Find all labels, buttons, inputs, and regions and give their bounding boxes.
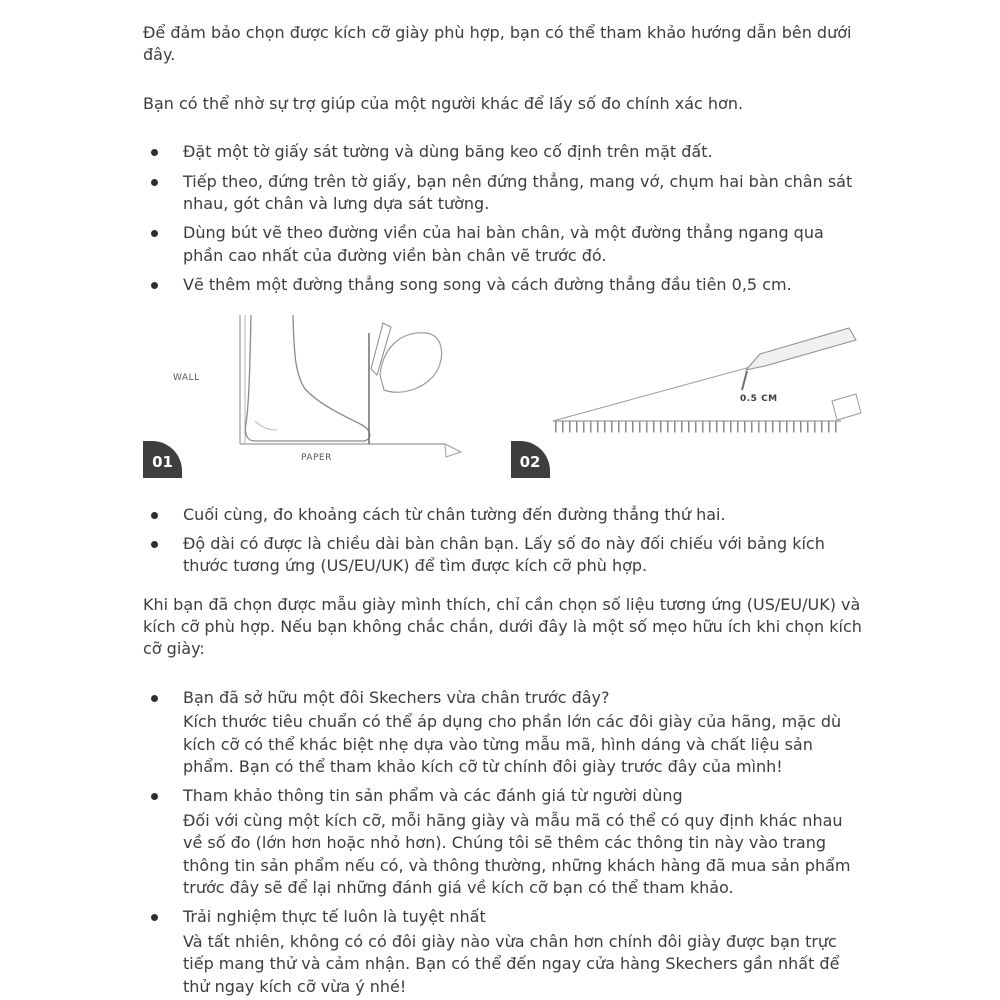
tip-title: Tham khảo thông tin sản phẩm và các đánh giá từ người dùng — [183, 786, 683, 806]
ruler-measurement-illustration — [511, 313, 863, 478]
list-item — [143, 906, 862, 998]
tip-body: Và tất nhiên, không có có đôi giày nào vừa chân hơn chính đôi giày được bạn trực tiếp mang thử và cảm nhận. Bạn có thể đến ngay cửa hàng Skechers gần nhất để thử ngay kích cỡ vừa ý nhé! — [183, 931, 840, 996]
step-2-badge: 02 — [511, 441, 550, 478]
step-text: Vẽ thêm một đường thẳng song song và cách đường thẳng đầu tiên 0,5 cm. — [183, 275, 792, 295]
tip-title: Bạn đã sở hữu một đôi Skechers vừa chân trước đây? — [183, 687, 610, 707]
tips-intro-paragraph: Khi bạn đã chọn được mẫu giày mình thích, chỉ cần chọn số liệu tương ứng (US/EU/UK) và kích cỡ phù hợp. Nếu bạn không chắc chắn, dưới đây là một số mẹo hữu ích khi chọn kích cỡ giày: — [143, 594, 862, 659]
hand-icon — [380, 332, 442, 391]
final-steps-list — [143, 504, 862, 578]
intro-paragraph-2: Bạn có thể nhờ sự trợ giúp của một người khác để lấy số đo chính xác hơn. — [143, 93, 744, 113]
tip-title: Trải nghiệm thực tế luôn là tuyệt nhất — [183, 907, 486, 927]
foot-outline — [245, 315, 369, 441]
list-item — [143, 141, 862, 163]
step-text: Dùng bút vẽ theo đường viền của hai bàn chân, và một đường thẳng ngang qua phần cao nhất của đường viền bàn chân vẽ trước đó. — [183, 223, 824, 265]
list-item — [143, 222, 862, 267]
paper-corner-flap — [832, 394, 861, 420]
list-item — [143, 274, 862, 296]
list-item — [143, 171, 862, 216]
tip-body: Kích thước tiêu chuẩn có thể áp dụng cho phần lớn các đôi giày của hãng, mặc dù kích cỡ có thể khác biệt nhẹ dựa vào từng mẫu mã, hình dáng và chất liệu sản phẩm. Bạn có thể tham khảo kích cỡ từ chính đôi giày trước đây của mình! — [183, 712, 842, 777]
step-text: Độ dài có được là chiều dài bàn chân bạn. Lấy số đo này đối chiếu với bảng kích thước tương ứng (US/EU/UK) để tìm được kích cỡ phù hợp. — [183, 533, 825, 576]
step-text: Đặt một tờ giấy sát tường và dùng băng keo cố định trên mặt đất. — [183, 142, 713, 162]
half-cm-mark-line — [742, 371, 747, 390]
list-item — [143, 533, 862, 578]
step-text: Tiếp theo, đứng trên tờ giấy, bạn nên đứng thẳng, mang vớ, chụm hai bàn chân sát nhau, gót chân và lưng dựa sát tường. — [183, 171, 853, 213]
foot-against-wall-illustration — [143, 313, 463, 478]
figure-step-2 — [511, 313, 862, 478]
paper-label: PAPER — [301, 452, 332, 463]
list-item — [143, 687, 862, 779]
tips-list — [143, 687, 862, 998]
intro-paragraph-1: Để đảm bảo chọn được kích cỡ giày phù hợp, bạn có thể tham khảo hướng dẫn bên dưới đây. — [143, 23, 852, 65]
measuring-steps-list — [143, 141, 862, 296]
step-1-badge: 01 — [143, 441, 182, 478]
tip-body: Đối với cùng một kích cỡ, mỗi hãng giày và mẫu mã có thể có quy định khác nhau về số đo (lớn hơn hoặc nhỏ hơn). Chúng tôi sẽ thêm các thông tin này vào trang thông tin sản phẩm nếu có, và thông thường, những khách hàng đã mua sản phẩm trước đây sẽ để lại những đánh giá về kích cỡ bạn có thể tham khảo. — [183, 810, 851, 897]
instruction-figures-row — [143, 313, 862, 478]
figure-step-1 — [143, 313, 463, 478]
pencil-icon — [746, 328, 856, 370]
list-item — [143, 504, 862, 526]
list-item — [143, 785, 862, 899]
wall-label: WALL — [173, 372, 200, 383]
paper-corner-flap — [445, 444, 461, 457]
half-cm-label: 0.5 CM — [739, 393, 778, 404]
step-text: Cuối cùng, đo khoảng cách từ chân tường đến đường thẳng thứ hai. — [183, 504, 726, 524]
